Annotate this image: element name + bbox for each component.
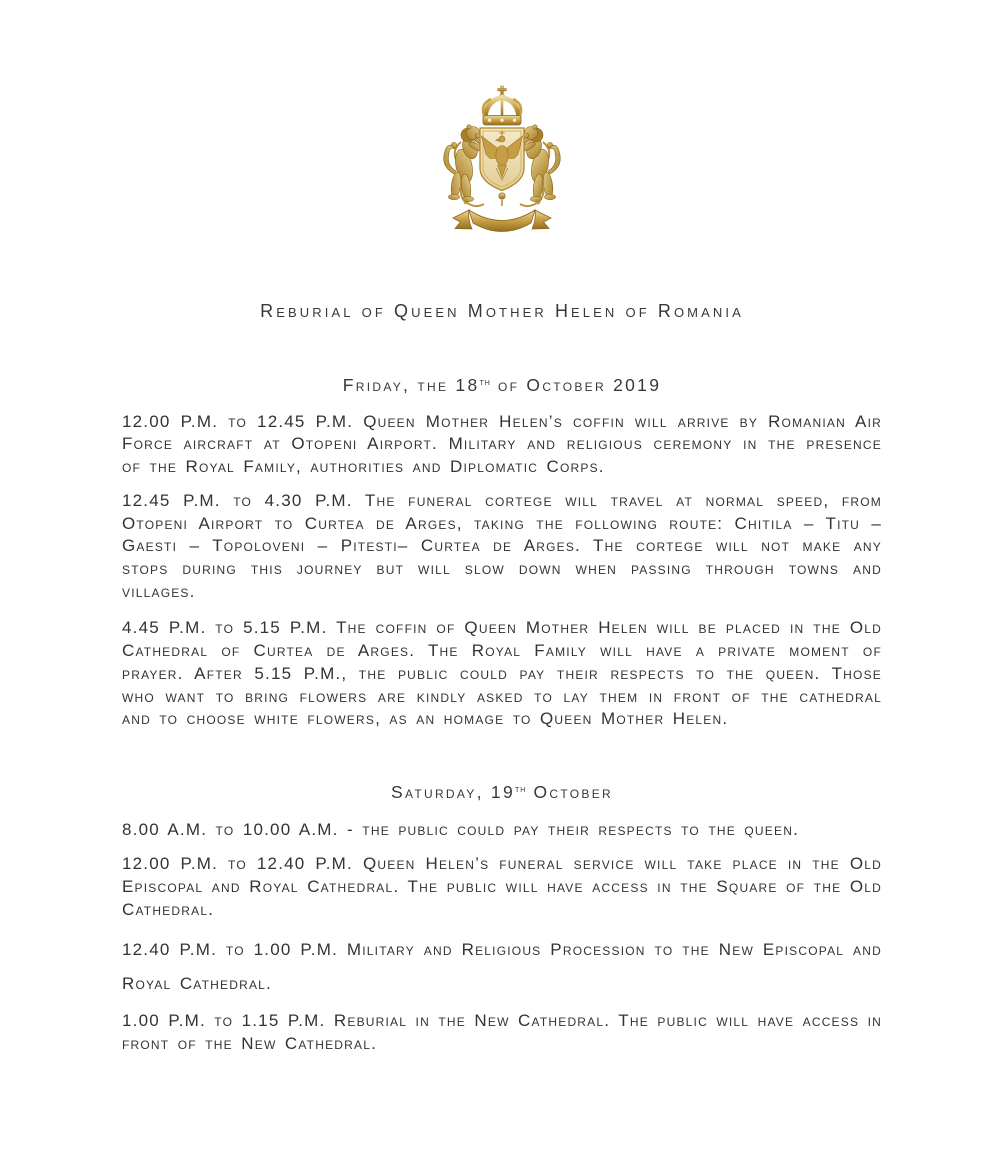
page-title: Reburial of Queen Mother Helen of Romania [260, 301, 744, 321]
schedule-paragraph-saturday-2: 12.00 P.M. to 12.40 P.M. Queen Helen’s funeral service will take place in the Old Episcopal and Royal Cathedral. The public will have access in the Square of the Old Cathedral. [122, 854, 882, 919]
romanian-royal-coat-of-arms-icon [427, 84, 577, 248]
schedule-body [122, 371, 882, 1056]
heading-text-post: October [526, 781, 614, 802]
section-heading-friday [122, 371, 882, 396]
heading-text-post: of October 2019 [490, 374, 662, 395]
heading-text-pre: Saturday, 19 [390, 781, 515, 802]
heading-ordinal: th [479, 376, 491, 388]
crown-icon [483, 86, 521, 125]
schedule-paragraph-saturday-4: 1.00 P.M. to 1.15 P.M. Reburial in the New Cathedral. The public will have access in front of the New Cathedral. [122, 1011, 882, 1054]
pendant-icon [499, 193, 505, 206]
schedule-paragraph-friday-3: 4.45 P.M. to 5.15 P.M. The coffin of Queen Mother Helen will be placed in the Old Cathedral of Curtea de Arges. The Royal Family will have a private moment of prayer. After 5.15 P.M., the public could pay their respects to the queen. Those who want to bring flowers are kindly asked to lay them in front of the cathedral and to choose white flowers, as an homage to Queen Mother Helen. [122, 618, 882, 729]
schedule-paragraph-saturday-3: 12.40 P.M. to 1.00 P.M. Military and Religious Procession to the New Episcopal and Royal Cathedral. [122, 940, 882, 994]
shield-icon [480, 128, 524, 191]
ribbon-icon [453, 210, 551, 232]
crest-container [122, 0, 882, 253]
schedule-paragraph-saturday-1: 8.00 A.M. to 10.00 A.M. - the public could pay their respects to the queen. [122, 819, 799, 839]
schedule-paragraph-friday-2: 12.45 P.M. to 4.30 P.M. The funeral cortege will travel at normal speed, from Otopeni Airport to Curtea de Arges, taking the following route: Chitila – Titu – Gaesti – Topoloveni – Pitesti– Curtea de Arges. The cortege will not make any stops during this journey but will slow down when passing through towns and villages. [122, 490, 882, 601]
heading-ordinal: th [515, 782, 527, 795]
schedule-paragraph-friday-1: 12.00 P.M. to 12.45 P.M. Queen Mother Helen’s coffin will arrive by Romanian Air Force aircraft at Otopeni Airport. Military and religious ceremony in the presence of the Royal Family, authorities and Diplomatic Corps. [122, 411, 882, 477]
section-heading-saturday [122, 778, 882, 803]
heading-text-pre: Friday, the 18 [342, 374, 480, 395]
